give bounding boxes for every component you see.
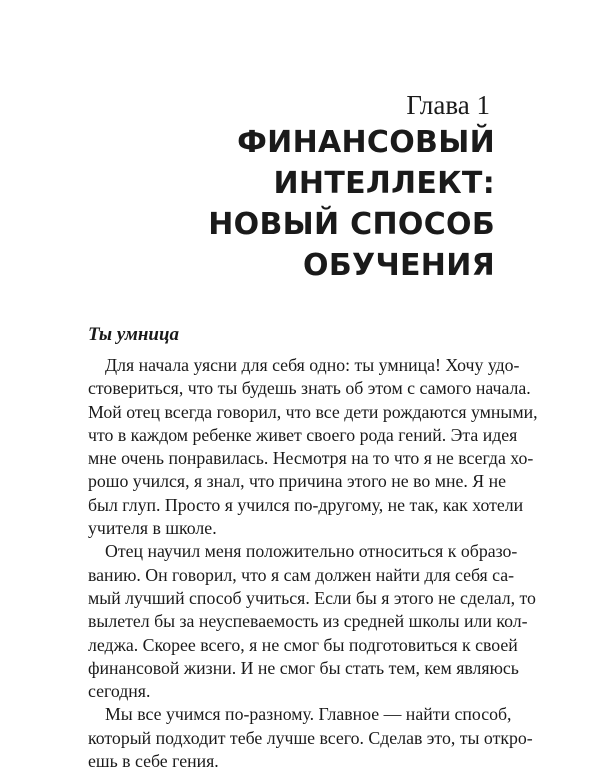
paragraph-2-line: мый лучший способ учиться. Если бы я этого не сделал, то	[88, 587, 536, 608]
paragraph-1-line: учителя в школе.	[88, 518, 217, 539]
paragraph-2-line: вылетел бы за неуспеваемость из средней школы или кол-	[88, 611, 528, 632]
paragraph-3-line: который подходит тебе лучше всего. Сделав это, ты откро-	[88, 727, 533, 748]
section-heading: Ты умница	[88, 324, 180, 345]
paragraph-1-line: был глуп. Просто я учился по-другому, не так, как хотели	[88, 494, 524, 515]
chapter-title	[208, 122, 495, 286]
paragraph-2-line: леджа. Скорее всего, я не смог бы подготовиться к своей	[88, 634, 518, 655]
paragraph-2-line: ванию. Он говорил, что я сам должен найти для себя са-	[88, 564, 515, 585]
chapter-label: Глава 1	[406, 90, 490, 120]
chapter-title-line: НОВЫЙ СПОСОБ	[208, 207, 495, 242]
body-text	[88, 354, 538, 773]
paragraph-1-line: рошо учился, я знал, что причина этого не во мне. Я не	[88, 471, 506, 492]
paragraph-1-line: стовериться, что ты будешь знать об этом с самого начала.	[88, 378, 531, 399]
paragraph-1-line: Для начала уясни для себя одно: ты умница! Хочу удо-	[105, 355, 520, 375]
paragraph-1-line: что в каждом ребенке живет своего рода гений. Эта идея	[88, 424, 518, 445]
paragraph-1-line: мне очень понравилась. Несмотря на то что я не всегда хо-	[88, 448, 534, 469]
paragraph-3-line: ешь в себе гения.	[88, 751, 219, 772]
chapter-title-line: ФИНАНСОВЫЙ	[237, 125, 495, 160]
paragraph-1-line: Мой отец всегда говорил, что все дети рождаются умными,	[88, 401, 538, 422]
chapter-title-line: ИНТЕЛЛЕКТ:	[273, 166, 495, 201]
paragraph-2-line: Отец научил меня положительно относиться к образо-	[105, 541, 518, 562]
chapter-title-line: ОБУЧЕНИЯ	[303, 248, 495, 283]
paragraph-2-line: финансовой жизни. И не смог бы стать тем, кем являюсь	[88, 657, 519, 678]
paragraph-2-line: сегодня.	[88, 681, 151, 702]
paragraph-3-line: Мы все учимся по-разному. Главное — найти способ,	[105, 704, 512, 725]
